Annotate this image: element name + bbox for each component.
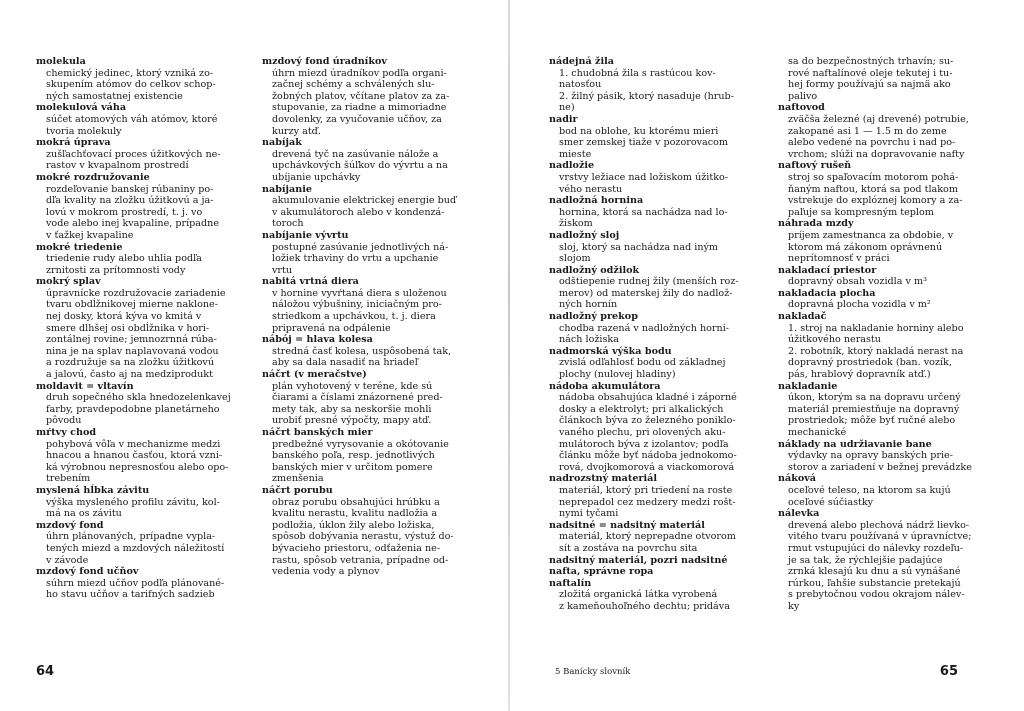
dictionary-entry (778, 508, 1004, 612)
entry-definition-line: oceľové súčiastky (788, 496, 874, 508)
entry-definition-line: ktorom má zákonom oprávnenú (788, 241, 943, 253)
entry-definition-line: zušľachťovací proces úžitkových ne- (46, 148, 221, 160)
entry-definition-line: nej dosky, ktorá kýva vo kmitá v (46, 311, 202, 323)
entry-definition-line: materiál premiestňuje na dopravný (788, 403, 960, 415)
entry-definition-line: súhrn miezd učňov podľa plánované- (46, 577, 225, 589)
entry-term: mokré rozdružovanie (36, 171, 150, 183)
dictionary-entry (549, 555, 775, 567)
entry-definition-line: ho stavu učňov a tarifných sadzieb (46, 589, 215, 601)
entry-definition-line: vrstvy ležiace nad ložiskom úžitko- (559, 171, 729, 183)
entry-definition-line: vého nerastu (559, 183, 623, 195)
entry-term: molekula (36, 56, 86, 67)
entry-term: nadložná hornina (549, 195, 644, 207)
entry-definition-line: natosťou (559, 79, 602, 91)
entry-definition-line: lovú v mokrom prostredí, t. j. vo (46, 206, 203, 218)
entry-term: náhrada mzdy (778, 218, 854, 230)
entry-term: moldavit = vltavín (36, 380, 134, 392)
dictionary-entry (778, 160, 1004, 218)
entry-term: nálevka (778, 508, 820, 520)
entry-definition-line: kvalitu nerastu, kvalitu nadložia a (272, 508, 438, 520)
entry-definition-line: farby, pravdepodobne planetárneho (46, 403, 220, 415)
entry-definition-line: 1. stroj na nakladanie horniny alebo (788, 322, 964, 334)
entry-definition-line: ubíjanie upchávky (272, 171, 361, 183)
dictionary-entry (36, 381, 262, 427)
dictionary-entry (262, 485, 488, 578)
entry-term: nadložný sloj (549, 229, 620, 241)
entry-definition-line: bývacieho priestoru, odťaženia ne- (272, 542, 441, 554)
entry-definition-line: odštiepenie rudnej žily (menších roz- (559, 276, 739, 288)
entry-term: myslená hĺbka závitu (36, 484, 150, 496)
entry-definition-line: nách ložiska (559, 334, 619, 346)
entry-definition-line: slojom (559, 253, 591, 265)
entry-term: nakladací priestor (778, 264, 877, 276)
entry-definition-line: prostriedok; môže byť ručné alebo (788, 415, 956, 427)
entry-definition-line: hej formy používajú sa najmä ako (788, 79, 951, 91)
entry-definition-line: paľuje sa kompresným teplom (788, 206, 934, 218)
entry-definition-line: v akumulátoroch alebo v kondenzá- (272, 206, 445, 218)
entry-definition-line: drevená tyč na zasúvanie náložе a (272, 148, 439, 160)
entry-term: mokrá úprava (36, 137, 111, 149)
entry-definition-line: storov a zariadení v bežnej prevádzke (788, 461, 972, 473)
entry-term: náková (778, 473, 817, 485)
entry-definition-line: rové naftalínové oleje tekutej i tu- (788, 67, 953, 79)
entry-definition-line: zložitá organická látka vyrobená (559, 589, 718, 601)
entry-definition-line: úhrn plánovaných, prípadne vypla- (46, 531, 216, 543)
entry-definition-line: ložiek trhaviny do vrtu a upchanie (272, 253, 439, 265)
entry-definition-line: článku môže byť nádoba jednokomo- (559, 450, 737, 462)
dictionary-entry (36, 172, 262, 242)
entry-definition-line: ne) (559, 102, 575, 114)
entry-term: nadložný prekop (549, 311, 638, 323)
entry-term: nadir (549, 113, 578, 125)
entry-definition-line: v hornine vyvŕtaná diera s uloženou (272, 287, 447, 299)
entry-definition-line: predbežné vyrysovanie a okótovanie (272, 438, 449, 450)
entry-definition-line: vrtu (272, 264, 293, 276)
entry-term: nadložný odžilok (549, 264, 640, 276)
dictionary-entry (36, 102, 262, 137)
dictionary-entry (549, 160, 775, 195)
dictionary-entry (549, 381, 775, 474)
page-number-left: 64 (36, 664, 55, 679)
entry-term: naftovod (778, 102, 825, 114)
entry-definition-line: rúrkou, ľahšie substancie pretekajú (788, 577, 961, 589)
dictionary-entry (549, 520, 775, 555)
entry-definition-line: rozdeľovanie banskej rúbaniny po- (46, 183, 214, 195)
entry-definition-line: výdavky na opravy banských prie- (788, 450, 953, 462)
entry-term: nabíjanie vývrtu (262, 229, 349, 241)
book-gutter (508, 0, 510, 711)
entry-term: naftový rušeň (778, 160, 852, 172)
entry-definition-line: stroj so spaľovacím motorom pohá- (788, 171, 959, 183)
entry-definition-line: článkoch býva zo železného poniklo- (559, 415, 736, 427)
entry-term: nadrozstný materiál (549, 473, 657, 485)
entry-definition-line: zmenšenia (272, 473, 324, 485)
entry-definition-line: vrchom; slúži na dopravovanie nafty (788, 148, 965, 160)
entry-definition-line: smer zemskej tiaže v pozorovacom (559, 137, 728, 149)
entry-definition-line: rastu, spôsob vetrania, prípadne od- (272, 554, 449, 566)
dictionary-entry (549, 114, 775, 160)
entry-definition-line: alebo vedené na povrchu i nad po- (788, 137, 956, 149)
right-column-1 (549, 56, 775, 613)
entry-definition-line: 2. robotník, ktorý nakladá nerast na (788, 345, 964, 357)
dictionary-entry (262, 276, 488, 334)
entry-term: náčrt porubu (262, 484, 333, 496)
entry-definition-line: rastov v kvapalnom prostredí (46, 160, 189, 172)
dictionary-entry (36, 520, 262, 566)
entry-definition-line: striedkom a upchávkou, t. j. diera (272, 311, 436, 323)
page-number-right: 65 (939, 664, 958, 679)
dictionary-entry (262, 427, 488, 485)
entry-term: nábój = hlava kolesa (262, 334, 373, 346)
entry-definition-line: podložia, úklon žily alebo ložiska, (272, 519, 435, 531)
entry-term: nadložie (549, 160, 595, 172)
entry-term: nakladanie (778, 380, 838, 392)
right-page (512, 0, 1024, 711)
entry-definition-line: banských mier v určitom pomere (272, 461, 433, 473)
dictionary-entry (778, 265, 1004, 288)
entry-definition-line: chemický jedinec, ktorý vzniká zo- (46, 67, 214, 79)
entry-definition-line: upchávkových šúľkov do vývrtu a na (272, 160, 448, 172)
entry-definition-line: merov) od materskej žily do nadlož- (559, 287, 733, 299)
entry-definition-line: dopravný prostriedok (ban. vozík, (788, 357, 952, 369)
entry-definition-line: sa do bezpečnostných trhavín; su- (788, 56, 954, 67)
entry-term: mokré triedenie (36, 241, 123, 253)
entry-definition-line: 1. chudobná žila s rastúcou kov- (559, 67, 716, 79)
entry-definition-line: kurzy atď. (272, 125, 321, 137)
entry-term: mzdový fond učňov (36, 566, 139, 578)
entry-definition-line: tvaru obdĺžnikovej mierne naklone- (46, 299, 218, 311)
dictionary-entry (549, 195, 775, 230)
dictionary-entry (778, 56, 1004, 102)
entry-definition-line: ných hornín (559, 299, 618, 311)
dictionary-entry (778, 473, 1004, 508)
entry-definition-line: postupné zasúvanie jednotlivých ná- (272, 241, 449, 253)
entry-definition-line: banského poľa, resp. jednotlivých (272, 450, 435, 462)
entry-definition-line: ňaným naftou, ktorá sa pod tlakom (788, 183, 958, 195)
dictionary-entry (549, 311, 775, 346)
entry-term: nadmorská výška bodu (549, 345, 672, 357)
entry-definition-line: náložou výbušniny, iniciačným pro- (272, 299, 442, 311)
entry-definition-line: 2. žilný pásik, ktorý nasaduje (hrub- (559, 90, 734, 102)
dictionary-entry (262, 230, 488, 276)
entry-term: nakladač (778, 311, 827, 323)
entry-definition-line: sloj, ktorý sa nachádza nad iným (559, 241, 719, 253)
entry-definition-line: chodba razená v nadložných horni- (559, 322, 730, 334)
entry-term: náčrt banských mier (262, 427, 373, 438)
entry-definition-line: a jalovú, často aj na medziprodukt (46, 369, 213, 381)
entry-definition-line: pás, hrablový dopravník atď.) (788, 369, 931, 381)
entry-definition-line: zvislá odľahlosť bodu od základnej (559, 357, 726, 369)
entry-term: molekulová váha (36, 102, 127, 114)
entry-definition-line: a rozdružuje sa na zložku úžitkovú (46, 357, 215, 369)
entry-definition-line: pôvodu (46, 415, 82, 427)
dictionary-entry (549, 566, 775, 578)
entry-definition-line: stredná časť kolesa, uspôsobená tak, (272, 345, 452, 357)
entry-definition-line: s prebytočnou vodou okrajom nálev- (788, 589, 965, 601)
dictionary-entry (778, 288, 1004, 311)
entry-definition-line: obraz porubu obsahujúci hrúbku a (272, 496, 440, 508)
entry-definition-line: z kameňouhoľného dechtu; pridáva (559, 600, 730, 612)
entry-definition-line: neprepadol cez medzery medzi rošt- (559, 496, 736, 508)
page-footer: 5 Banícky slovník (555, 667, 631, 677)
entry-term: nafta, správne ropa (549, 566, 654, 578)
dictionary-entry (778, 102, 1004, 160)
entry-definition-line: stupovanie, za riadne a mimoriadne (272, 102, 447, 114)
entry-term: náklady na udržiavanie bane (778, 438, 932, 450)
entry-term: nabíjanie (262, 183, 312, 195)
entry-definition-line: materiál, ktorý pri triedení na roste (559, 484, 733, 496)
entry-definition-line: spôsob dobývania nerastu, výstuž do- (272, 531, 454, 543)
dictionary-entry (778, 439, 1004, 474)
entry-definition-line: ká výrobnou nepresnosťou alebo opo- (46, 461, 229, 473)
entry-definition-line: tených miezd a mzdových náležitostí (46, 542, 225, 554)
entry-definition-line: mulátoroch býva z izolantov; podľa (559, 438, 729, 450)
dictionary-entry (36, 137, 262, 172)
entry-term: nadsitný materiál, pozri nadsitné (549, 554, 728, 566)
dictionary-entry (36, 485, 262, 520)
dictionary-entry (262, 369, 488, 427)
entry-definition-line: dosky a elektrolyt; pri alkalických (559, 403, 724, 415)
entry-definition-line: zakopané asi 1 — 1.5 m do zeme (788, 125, 947, 137)
entry-definition-line: hnacou a hnanou časťou, ktorá vzni- (46, 450, 223, 462)
entry-definition-line: dopravný obsah vozidla v m³ (788, 276, 927, 288)
entry-definition-line: neprítomnosť v práci (788, 253, 890, 265)
entry-definition-line: tvoria molekuly (46, 125, 122, 137)
entry-definition-line: nádoba obsahujúca kladné i záporné (559, 392, 737, 404)
entry-definition-line: nina je na splav naplavovaná vodou (46, 345, 219, 357)
entry-definition-line: má na os závitu (46, 508, 122, 520)
entry-definition-line: zontálnej rovine; jemnozrnná rúba- (46, 334, 217, 346)
entry-definition-line: vaného plechu, pri olovených aku- (559, 427, 726, 438)
entry-definition-line: mieste (559, 148, 592, 160)
entry-definition-line: bod na oblohe, ku ktorému mieri (559, 125, 719, 137)
dictionary-entry (36, 427, 262, 485)
entry-definition-line: druh sopečného skla hnedozelenkavej (46, 392, 231, 404)
dictionary-entry (778, 311, 1004, 381)
right-column-2 (778, 56, 1004, 613)
entry-term: nádejná žila (549, 56, 614, 67)
entry-definition-line: plochy (nulovej hladiny) (559, 369, 676, 381)
entry-definition-line: úpravnícke rozdružovacie zariadenie (46, 287, 226, 299)
entry-definition-line: v ťažkej kvapaline (46, 229, 134, 241)
entry-term: nakladacia plocha (778, 287, 876, 299)
dictionary-entry (262, 184, 488, 230)
entry-definition-line: v závode (46, 554, 89, 566)
entry-definition-line: urobiť presné výpočty, mapy atď. (272, 415, 432, 427)
entry-term: nadsitné = nadsitný materiál (549, 519, 705, 531)
entry-definition-line: dľa kvality na zložku úžitkovú a ja- (46, 195, 214, 207)
entry-definition-line: mechanické (788, 427, 847, 438)
left-column-2 (262, 56, 488, 578)
entry-definition-line: súčet atomových váh atómov, ktoré (46, 113, 218, 125)
entry-definition-line: ky (788, 600, 800, 612)
dictionary-entry (36, 276, 262, 380)
entry-definition-line: úžitkového nerastu (788, 334, 881, 346)
entry-definition-line: začnej schémy a schválených slu- (272, 79, 435, 91)
entry-term: náčrt (v meračstve) (262, 369, 367, 381)
dictionary-entry (549, 578, 775, 613)
entry-term: mzdový fond úradníkov (262, 56, 387, 67)
entry-definition-line: triedenie rudy alebo uhlia podľa (46, 253, 202, 265)
entry-definition-line: vitého tvaru používaná v úpravníctve; (788, 531, 972, 543)
dictionary-entry (262, 137, 488, 183)
entry-definition-line: úhrn miezd úradníkov podľa organi- (272, 67, 447, 79)
entry-definition-line: vstrekuje do explóznej komory a za- (788, 195, 963, 207)
dictionary-entry (778, 218, 1004, 264)
entry-definition-line: drevená alebo plechová nádrž lievko- (788, 519, 970, 531)
entry-definition-line: pripravená na odpálenie (272, 322, 391, 334)
dictionary-entry (262, 56, 488, 137)
dictionary-entry (778, 381, 1004, 439)
entry-definition-line: skupením atómov do celkov schop- (46, 79, 216, 91)
dictionary-entry (549, 56, 775, 114)
entry-term: mŕtvy chod (36, 427, 97, 438)
entry-definition-line: zväčša železné (aj drevené) potrubie, (788, 113, 969, 125)
entry-definition-line: rmut vstupujúci do nálevky rozdeľu- (788, 542, 964, 554)
entry-term: nabíjak (262, 137, 302, 149)
entry-definition-line: aby sa dala nasadiť na hriadeľ (272, 357, 418, 369)
entry-definition-line: hornina, ktorá sa nachádza nad lo- (559, 206, 728, 218)
entry-definition-line: vedenia vody a plynov (272, 566, 380, 578)
entry-definition-line: toroch (272, 218, 304, 230)
entry-definition-line: dopravná plocha vozidla v m² (788, 299, 931, 311)
entry-definition-line: úkon, ktorým sa na dopravu určený (788, 392, 961, 404)
entry-definition-line: rová, dvojkomorová a viackomorová (559, 461, 735, 473)
entry-definition-line: príjem zamestnanca za obdobie, v (788, 229, 954, 241)
entry-definition-line: materiál, ktorý neprepadne otvorom (559, 531, 736, 543)
entry-definition-line: je sa tak, že rýchlejšie padajúce (788, 554, 943, 566)
entry-definition-line: mety tak, aby sa neskoršie mohli (272, 403, 432, 415)
entry-definition-line: pohybová vôľa v mechanizme medzi (46, 438, 221, 450)
entry-definition-line: sít a zostáva na povrchu sita (559, 542, 698, 554)
entry-term: mokrý splav (36, 276, 101, 288)
entry-term: mzdový fond (36, 519, 104, 531)
entry-term: nádoba akumulátora (549, 380, 661, 392)
dictionary-entry (36, 56, 262, 102)
entry-definition-line: zrnká klesajú ku dnu a sú vynášané (788, 566, 961, 578)
entry-definition-line: nymi tyčami (559, 508, 619, 520)
entry-definition-line: zrnitosti za prítomnosti vody (46, 264, 186, 276)
entry-definition-line: vode alebo inej kvapaline, prípadne (46, 218, 220, 230)
entry-definition-line: žobných platov, včítane platov za za- (272, 90, 450, 102)
dictionary-entry (549, 265, 775, 311)
entry-definition-line: akumulovanie elektrickej energie buď (272, 195, 457, 207)
entry-term: nabitá vrtná diera (262, 276, 359, 288)
entry-definition-line: trebením (46, 473, 91, 485)
dictionary-entry (36, 242, 262, 277)
entry-definition-line: palivo (788, 90, 818, 102)
entry-definition-line: plán vyhotovený v teréne, kde sú (272, 380, 433, 392)
dictionary-entry (549, 230, 775, 265)
entry-definition-line: čiarami a číslami znázornené pred- (272, 392, 443, 404)
dictionary-entry (549, 473, 775, 519)
dictionary-entry (549, 346, 775, 381)
entry-definition-line: dovolenky, za vyučovanie učňov, za (272, 113, 442, 125)
entry-definition-line: ných samostatnej existencie (46, 90, 183, 102)
left-column-1 (36, 56, 262, 601)
entry-definition-line: výška mysleného profilu závitu, kol- (46, 496, 220, 508)
entry-definition-line: žiskom (559, 218, 593, 230)
entry-definition-line: smere dlhšej osi obdĺžnika v hori- (46, 322, 210, 334)
dictionary-entry (262, 334, 488, 369)
entry-definition-line: oceľové teleso, na ktorom sa kujú (788, 484, 951, 496)
dictionary-entry (36, 566, 262, 601)
entry-term: naftalín (549, 577, 592, 589)
